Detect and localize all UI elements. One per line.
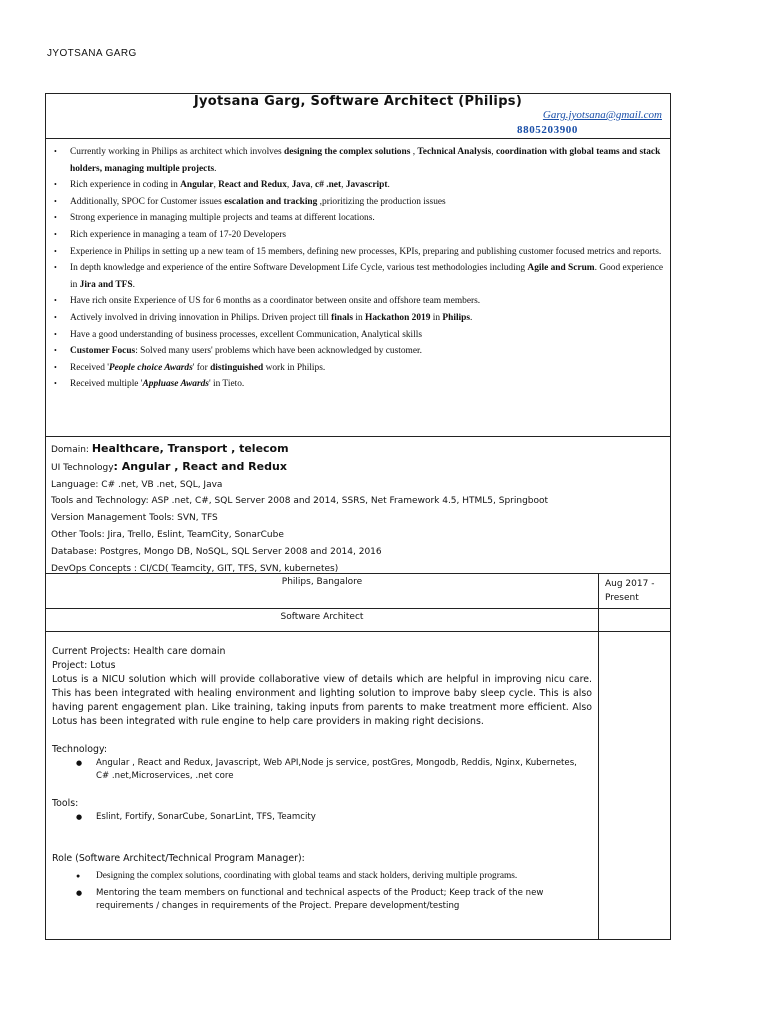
role-item: ● Designing the complex solutions, coordinating with global teams and stack holders, deriving multiple programs. bbox=[52, 870, 592, 883]
summary-item: • Have a good understanding of business processes, excellent Communication, Analytical skills bbox=[46, 327, 670, 344]
page-header-name: JYOTSANA GARG bbox=[47, 48, 137, 59]
project-details bbox=[46, 632, 599, 940]
project-row bbox=[46, 632, 670, 940]
job-company: Philips, Bangalore bbox=[46, 574, 599, 608]
skills-section bbox=[46, 437, 670, 574]
summary-item: • In depth knowledge and experience of the entire Software Development Life Cycle, various test methodologies including Agile and Scrum. Good experience in Jira and TFS. bbox=[46, 260, 670, 293]
devops-line: DevOps Concepts : CI/CD( Teamcity, GIT, TFS, SVN, kubernetes) bbox=[51, 563, 339, 574]
database-line: Database: Postgres, Mongo DB, NoSQL, SQL Server 2008 and 2014, 2016 bbox=[51, 546, 382, 557]
ui-tech-line bbox=[51, 459, 670, 477]
role-row bbox=[46, 609, 670, 632]
role-label: Role (Software Architect/Technical Program Manager): bbox=[52, 853, 305, 864]
other-tools-line: Other Tools: Jira, Trello, Eslint, TeamCity, SonarCube bbox=[51, 529, 284, 540]
summary-item: • Experience in Philips in setting up a new team of 15 members, defining new processes, KPIs, preparing and publishing customer focused metrics and reports. bbox=[46, 244, 670, 261]
tools-list: ● Eslint, Fortify, SonarCube, SonarLint, TFS, Teamcity bbox=[52, 811, 592, 824]
current-projects: Current Projects: Health care domain bbox=[52, 646, 226, 657]
summary-item: • Have rich onsite Experience of US for 6 months as a coordinator between onsite and offshore team members. bbox=[46, 293, 670, 310]
domain-value: Healthcare, Transport , telecom bbox=[91, 442, 289, 455]
summary-item: • Additionally, SPOC for Customer issues escalation and tracking ,prioritizing the production issues bbox=[46, 194, 670, 211]
summary-list bbox=[46, 144, 670, 393]
summary-item: • Currently working in Philips as architect which involves designing the complex solutions , Technical Analysis, coordination with global teams and stack holders, managing multiple projects. bbox=[46, 144, 670, 177]
technology-label: Technology: bbox=[52, 744, 107, 755]
email-link[interactable]: Garg.jyotsana@gmail.com bbox=[542, 109, 662, 121]
vcs-line: Version Management Tools: SVN, TFS bbox=[51, 513, 218, 524]
role-item: ● Mentoring the team members on functional and technical aspects of the Product; Keep track of the new requirements / changes in requirements of the Project. Prepare development/testing bbox=[52, 887, 592, 913]
summary-item: • Received 'People choice Awards' for distinguished work in Philips. bbox=[46, 360, 670, 377]
title-row bbox=[46, 94, 670, 139]
ui-tech-label: UI Technology bbox=[51, 462, 114, 473]
ui-tech-value: : Angular , React and Redux bbox=[113, 459, 287, 473]
project-name: Project: Lotus bbox=[52, 660, 116, 671]
role-side-cell bbox=[599, 609, 670, 631]
job-role: Software Architect bbox=[46, 609, 599, 631]
job-row bbox=[46, 574, 670, 609]
job-period: Aug 2017 - Present bbox=[605, 579, 655, 603]
tools-label: Tools: bbox=[52, 798, 79, 809]
summary-item: • Rich experience in managing a team of 17-20 Developers bbox=[46, 227, 670, 244]
resume-title: Jyotsana Garg, Software Architect (Philips) bbox=[193, 94, 523, 109]
project-description: Lotus is a NICU solution which will provide collaborative view of details which are helpful in improving nicu care. This has been integrated with healing environment and lighting solution to improve baby sleep cycle. This is also having parent engagement plan. Like training, taking inputs from parents to make treatment more efficient. Also Lotus has been integrated with rule engine to help care providers in making right decisions. bbox=[52, 674, 592, 727]
summary-section bbox=[46, 139, 670, 437]
phone-number: 8805203900 bbox=[517, 124, 578, 136]
tools-line: Tools and Technology: ASP .net, C#, SQL Server 2008 and 2014, SSRS, Net Framework 4.5, HTML5, Springboot bbox=[51, 496, 549, 507]
domain-line bbox=[51, 441, 670, 459]
summary-item: • Received multiple 'Appluase Awards' in Tieto. bbox=[46, 376, 670, 393]
summary-item: • Strong experience in managing multiple projects and teams at different locations. bbox=[46, 210, 670, 227]
summary-item: • Customer Focus: Solved many users' problems which have been acknowledged by customer. bbox=[46, 343, 670, 360]
summary-item: • Rich experience in coding in Angular, React and Redux, Java, c# .net, Javascript. bbox=[46, 177, 670, 194]
language-line: Language: C# .net, VB .net, SQL, Java bbox=[51, 479, 223, 490]
technology-list: ● Angular , React and Redux, Javascript, Web API,Node js service, postGres, Mongodb, Reddis, Nginx, Kubernetes, C# .net,Microservices, .net core bbox=[52, 757, 592, 783]
summary-item: • Actively involved in driving innovation in Philips. Driven project till finals in Hackathon 2019 in Philips. bbox=[46, 310, 670, 327]
domain-label: Domain: bbox=[51, 445, 92, 455]
resume-frame bbox=[45, 93, 671, 940]
